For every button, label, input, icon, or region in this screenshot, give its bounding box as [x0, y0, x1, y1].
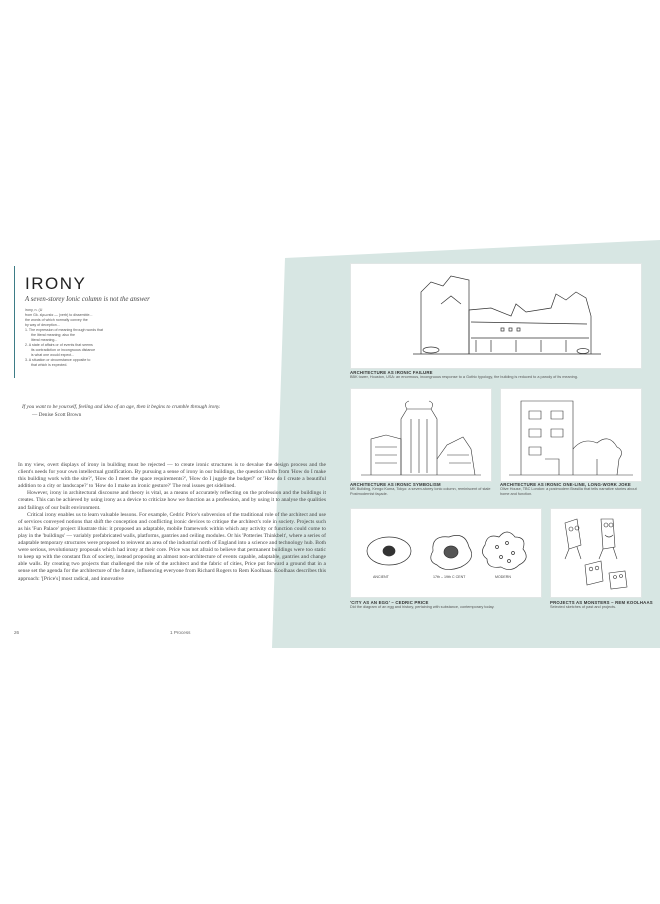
caption-title: PROJECTS AS MONSTERS – REM KOOLHAAS: [550, 600, 653, 605]
egg-modern: [482, 532, 526, 570]
column-building-sketch: [351, 389, 491, 481]
body-paragraph: In my view, overt displays of irony in building must be rejected — to create ironic structures is to devalue the design process and the client's needs for your own intellectual gratification. By pursuing a sense of irony in our buildings, the question shifts from 'How do I make this building work with the site?', 'How do I meet the space requirements?', 'How do I juggle the budget?' or 'How do I create a beautiful addition to a city or landscape?' to 'How do I make an ironic gesture?' The real issues get sidelined.: [18, 462, 326, 490]
monster-building-2: [601, 519, 615, 549]
chapter-title: IRONY: [25, 274, 87, 293]
caption-monsters: [550, 600, 653, 610]
definition-line: the words of which normally convey the: [25, 318, 88, 322]
epigraph-attribution: — Denise Scott Brown: [32, 411, 82, 418]
chapter-heading-block: [14, 266, 185, 378]
building-left-mass: [421, 276, 469, 354]
caption-text: BBK tower, Houston, USA: an enormous, incongruous response to a Gothic typology, the building is reduced to a parody of its meaning.: [350, 375, 578, 379]
definition-line: that which is expected.: [31, 363, 68, 367]
definition-line: the literal meaning; also the: [31, 333, 75, 337]
definition-line: irony, n. (U: [25, 308, 43, 312]
body-paragraph: Critical irony enables us to learn valuable lessons. For example, Cedric Price's subversion of the traditional role of the architect and use of services conveyed notions that shift the conception and conflicting ironic devices to critique the architect's role in society. Projects such as his 'Fun Palace' project illustrate this: it proposed an adaptable, mobile framework within which any activity or function could come to play in the 'buildings' — variably prefabricated walls, platforms, gantries and ceiling modules. Or his 'Potteries Thinkbelt', where a series of adaptable temporary structures were proposed to reinvent an area of the industrial north of England into a science and technology hub. Both were serious, revolutionary proposals which had irony at their core. Price was not afraid to believe that permanent buildings were too static to keep up with the constant flux of society, instead proposing an almost non-architecture of events capable, adaptable, gantries and change able walls. By creating two projects that challenged the role of the architect and the fabric of cities, Price put forward a ground that in a sense set the agenda for the architecture of the future, influencing everyone from Richard Rogers to Rem Koolhaas. Koolhaas describes this approach: '[Price's] most radical, and innovative: [18, 511, 326, 582]
caption-city-egg: [350, 600, 540, 610]
egg-label: ANCIENT: [373, 575, 389, 579]
monster-building-4: [609, 571, 627, 589]
caption-text: MK Building, Kengo Kuma, Tokyo: a seven-storey Ionic column, reminiscent of stale Postmodernist façade.: [350, 487, 491, 496]
epigraph: [22, 404, 322, 418]
sketch-panel-monsters: [550, 508, 642, 598]
page-number: 26: [14, 630, 20, 635]
epigraph-quote: If you want to be yourself, feeling and idea of an age, then it begins to crumble through irony.: [22, 404, 221, 410]
definition-line: 1. The expression of meaning through words that: [25, 328, 104, 332]
caption-title: ARCHITECTURE AS IRONIC ONE-LINE, LONG-WORK JOKE: [500, 482, 631, 487]
definition-line: from Gk. εἰρωνεία — (verb) to dissemble...: [25, 313, 93, 317]
egg-label: MODERN: [495, 575, 511, 579]
body-paragraph: However, irony in architectural discourse and theory is vital, as a means of accurately reflecting on the profession and the buildings it creates. This can be achieved by using irony as a device to criticize how we function as a profession, and by using it to analyse the qualities and failings of our built environment.: [18, 490, 326, 511]
chapter-subtitle: A seven-storey Ionic column is not the answer: [25, 296, 150, 303]
monster-sketches: [551, 509, 641, 597]
running-head: 1 Process: [170, 630, 191, 635]
caption-ironic-joke: [500, 482, 642, 497]
sketch-panel-ironic-symbolism: [350, 388, 492, 482]
sketch-panel-city-egg: [350, 508, 542, 598]
caption-title: ARCHITECTURE AS IRONIC SYMBOLISM: [350, 482, 441, 487]
definition-line: by way of deception...: [25, 323, 60, 327]
caption-text: Selected sketches of past and projects.: [550, 605, 617, 609]
building-sketch: [351, 264, 641, 368]
house-sketch: [501, 389, 641, 481]
caption-text: Olive House, TBC London: a postmodern Brasilia that tells narrative stories about home and function.: [500, 487, 637, 496]
monster-building-1: [565, 519, 581, 549]
definition-line: is what one would expect...: [31, 353, 75, 357]
definition-line: 3. A situation or circumstance opposite to: [25, 358, 91, 362]
body-text: [18, 462, 326, 583]
caption-text: Did the diagram of an egg and history, pertaining with substance, contemporary today.: [350, 605, 495, 609]
definition-line: 2. A state of affairs or of events that seems: [25, 343, 93, 347]
sketch-panel-ironic-failure: [350, 263, 642, 369]
caption-ironic-symbolism: [350, 482, 492, 497]
caption-title: ARCHITECTURE AS IRONIC FAILURE: [350, 370, 433, 375]
dictionary-definition: [25, 308, 185, 368]
roofline: [471, 322, 587, 324]
definition-line: its contradiction or incongruous distance: [31, 348, 96, 352]
caption-title: 'CITY AS AN EGG' – CEDRIC PRICE: [350, 600, 429, 605]
sketch-panel-ironic-joke: [500, 388, 642, 482]
definition-line: literal meaning...: [31, 338, 58, 342]
caption-ironic-failure: [350, 370, 650, 380]
monster-building-3: [585, 561, 603, 585]
egg-diagrams: [351, 509, 541, 597]
egg-label: 17th – 19th C CENT: [433, 575, 466, 579]
